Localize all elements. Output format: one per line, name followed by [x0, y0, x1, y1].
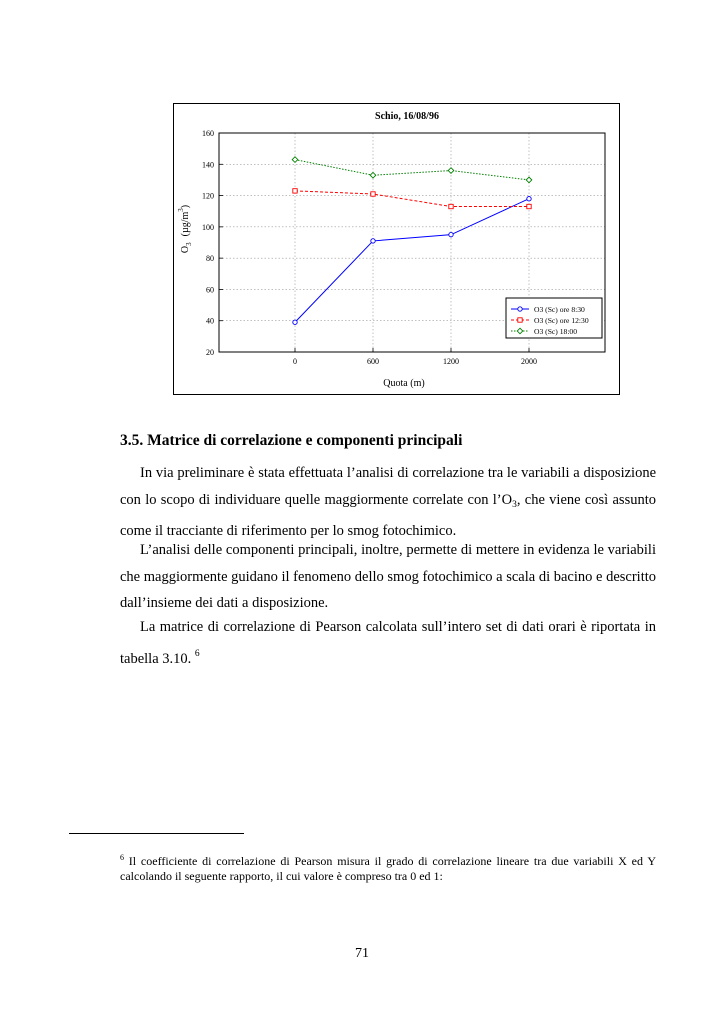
- y-tick-label: 120: [202, 191, 214, 201]
- chart-title: Schio, 16/08/96: [375, 111, 439, 122]
- y-tick-label: 140: [202, 160, 214, 170]
- paragraph-principal-components: L’analisi delle componenti principali, inoltre, permette di mettere in evidenza le variabili che maggiormente guidano il fenomeno dello smog fotochimico a scala di bacino e descritto dall’insieme dei dati a disposizione.: [120, 542, 656, 611]
- data-point-2: [293, 189, 297, 193]
- footnote-separator: [69, 833, 244, 834]
- paragraph-correlation: In via preliminare è stata effettuata l’analisi di correlazione tra le variabili a disposizione con lo scopo di individuare quelle maggiormente correlate con $l’O_3$, che viene così assunto come il tracciante di riferimento per lo smog fotochimico.: [120, 465, 656, 539]
- y-tick-label: 160: [202, 129, 214, 138]
- footnote-reference[interactable]: 6: [194, 648, 200, 659]
- data-point-1: [527, 197, 531, 201]
- x-tick-label: 0: [293, 357, 297, 366]
- data-point-1: [293, 320, 297, 324]
- x-tick-label: 1200: [443, 357, 459, 366]
- ozone-line-chart: [173, 103, 620, 395]
- chart-legend: [506, 298, 602, 338]
- legend-label-1: O3 (Sc) ore 8:30: [534, 305, 585, 314]
- legend-label-3: O3 (Sc) 18:00: [534, 327, 578, 336]
- data-point-1: [371, 239, 375, 243]
- data-point-2: [527, 204, 531, 208]
- footnote: $^6$ Il coefficiente di correlazione di Pearson misura il grado di correlazione lineare tra due variabili X ed Y calcolando il seguente rapporto, il cui valore è compreso tra 0 ed 1:: [120, 853, 656, 883]
- data-point-1: [449, 232, 453, 236]
- legend-label-2: O3 (Sc) ore 12:30: [534, 316, 589, 325]
- legend-marker-1: [518, 307, 522, 311]
- data-point-2: [449, 204, 453, 208]
- y-axis-label: $O_3(\mu g/m^3)$: [177, 204, 193, 254]
- footnote-mark: 6: [120, 853, 124, 862]
- chart-frame: [174, 104, 620, 395]
- y-tick-label: 20: [206, 348, 214, 357]
- section-title: 3.5. Matrice di correlazione e componenti principali: [120, 432, 463, 449]
- data-point-2: [371, 192, 375, 196]
- legend-marker-2: [518, 318, 522, 322]
- x-tick-label: 2000: [521, 357, 537, 366]
- page-number: 71: [355, 946, 369, 961]
- y-tick-label: 40: [206, 316, 214, 326]
- y-tick-label: 100: [202, 222, 214, 232]
- x-axis-label: Quota (m): [383, 378, 425, 389]
- paragraph-pearson-matrix: La matrice di correlazione di Pearson calcolata sull’intero set di dati orari è riportata in tabella 3.10. $^6$: [120, 619, 656, 667]
- y-tick-label: 80: [206, 254, 214, 264]
- y-tick-label: 60: [206, 285, 214, 295]
- x-tick-label: 600: [367, 357, 379, 366]
